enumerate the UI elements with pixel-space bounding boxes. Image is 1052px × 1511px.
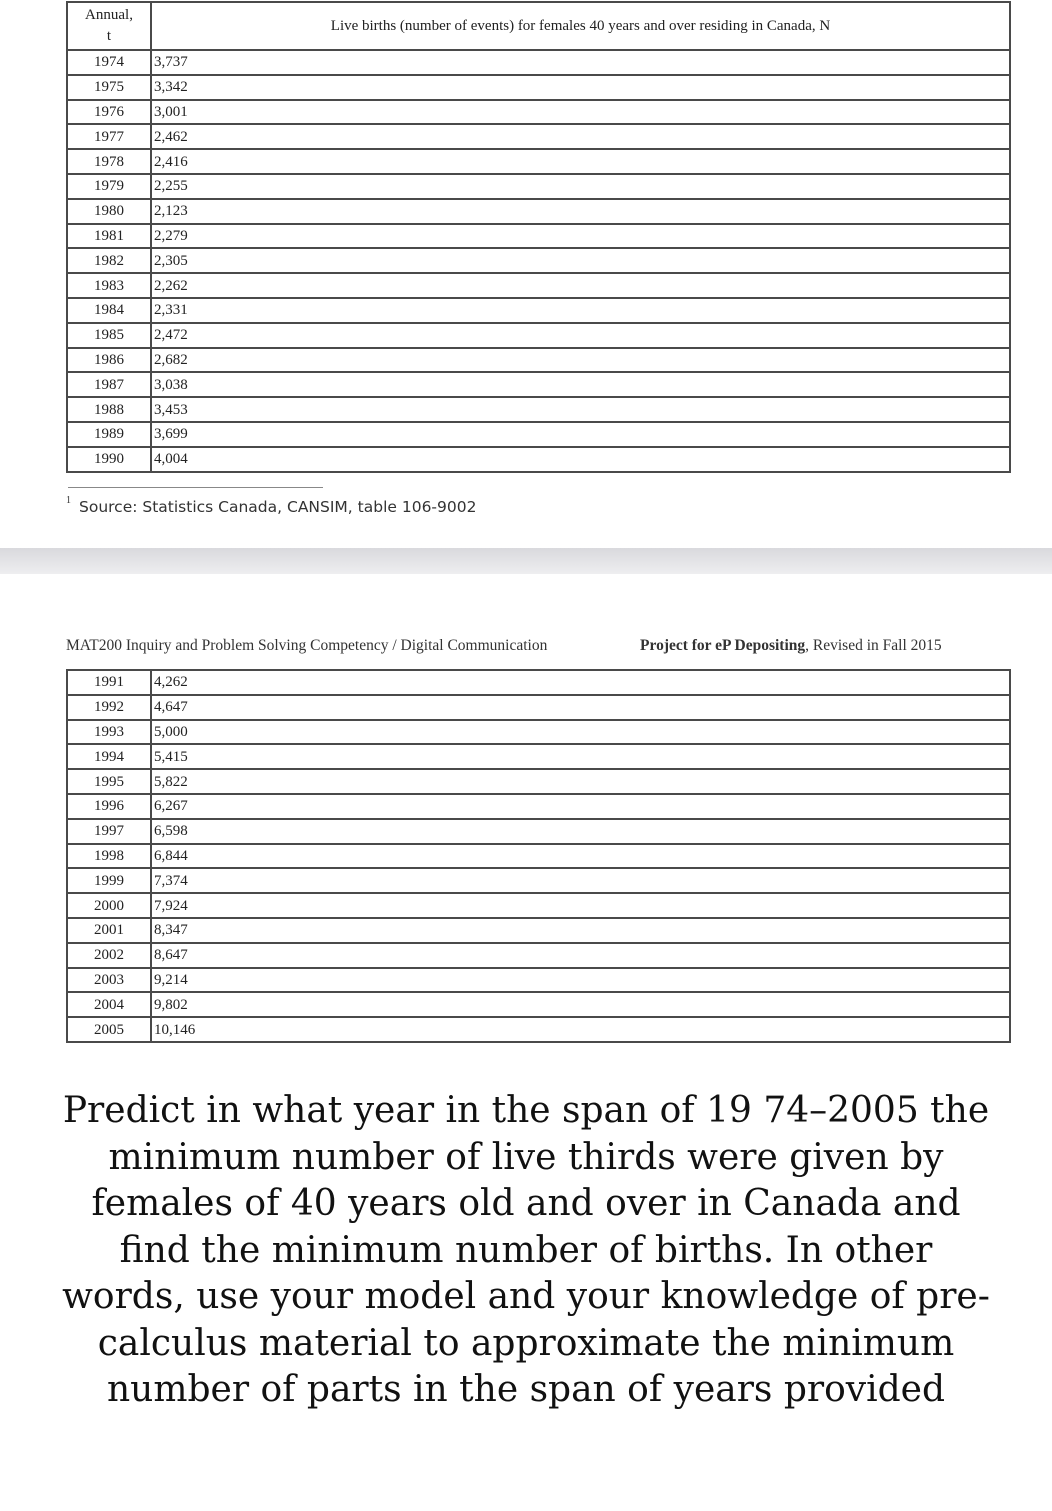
year-cell: 1997 [67, 819, 151, 844]
year-cell: 1976 [67, 100, 151, 125]
births-value-cell: 2,416 [151, 149, 1010, 174]
births-value-cell: 10,146 [151, 1017, 1010, 1042]
year-cell: 2005 [67, 1017, 151, 1042]
footnote [66, 497, 476, 517]
year-column-unit: t [106, 28, 112, 44]
table-row [67, 372, 1010, 397]
question-line: number of parts in the span of years provided [106, 1369, 946, 1410]
births-value-cell: 4,004 [151, 447, 1010, 472]
births-value-cell: 5,822 [151, 769, 1010, 794]
year-cell: 1998 [67, 844, 151, 869]
year-column-label: Annual, [85, 7, 133, 23]
year-cell: 2003 [67, 968, 151, 993]
table-row [67, 248, 1010, 273]
year-cell: 1981 [67, 224, 151, 249]
table-row [67, 422, 1010, 447]
births-value-cell: 2,472 [151, 323, 1010, 348]
year-cell: 1991 [67, 670, 151, 695]
year-cell: 1980 [67, 199, 151, 224]
question-text [40, 1088, 1012, 1414]
footnote-divider [68, 487, 323, 488]
table-row [67, 348, 1010, 373]
year-cell: 1993 [67, 720, 151, 745]
year-cell: 1987 [67, 372, 151, 397]
births-value-cell: 8,347 [151, 918, 1010, 943]
births-value-cell: 6,844 [151, 844, 1010, 869]
births-value-cell: 6,598 [151, 819, 1010, 844]
table-row [67, 100, 1010, 125]
year-cell: 1983 [67, 273, 151, 298]
running-header-left: MAT200 Inquiry and Problem Solving Competency / Digital Communication [66, 637, 548, 654]
footnote-source-text: Source: Statistics Canada, CANSIM, table 106-9002 [79, 498, 477, 516]
page-separator [0, 548, 1052, 574]
year-cell: 1982 [67, 248, 151, 273]
table-row [67, 149, 1010, 174]
table-row [67, 868, 1010, 893]
births-table-page2 [66, 669, 1011, 1043]
year-cell: 1979 [67, 174, 151, 199]
table-row [67, 819, 1010, 844]
year-cell: 2001 [67, 918, 151, 943]
footnote-marker: 1 [66, 495, 71, 506]
table-row [67, 918, 1010, 943]
births-column-header: Live births (number of events) for females 40 years and over residing in Canada, N [151, 2, 1010, 50]
table-row [67, 893, 1010, 918]
table-row [67, 174, 1010, 199]
table-row [67, 992, 1010, 1017]
births-value-cell: 7,924 [151, 893, 1010, 918]
question-line: words, use your model and your knowledge of pre- [62, 1276, 990, 1317]
year-cell: 1975 [67, 75, 151, 100]
table-row [67, 968, 1010, 993]
question-line: minimum number of live thirds were given by [108, 1136, 944, 1178]
births-value-cell: 2,262 [151, 273, 1010, 298]
running-header-project: Project for eP Depositing [640, 637, 806, 654]
births-value-cell: 3,001 [151, 100, 1010, 125]
table-row [67, 397, 1010, 422]
births-value-cell: 2,331 [151, 298, 1010, 323]
table-row [67, 447, 1010, 472]
table-row [67, 273, 1010, 298]
births-value-cell: 5,415 [151, 744, 1010, 769]
table-row [67, 1017, 1010, 1042]
year-cell: 1996 [67, 794, 151, 819]
table-row [67, 224, 1010, 249]
year-cell: 2002 [67, 943, 151, 968]
year-cell: 1999 [67, 868, 151, 893]
question-line: calculus material to approximate the minimum [97, 1322, 955, 1364]
year-cell: 2004 [67, 992, 151, 1017]
running-header-revision: , Revised in Fall 2015 [805, 637, 942, 654]
births-value-cell: 6,267 [151, 794, 1010, 819]
running-header [66, 637, 996, 655]
table-header-row [67, 2, 1010, 50]
births-value-cell: 7,374 [151, 868, 1010, 893]
table-row [67, 794, 1010, 819]
births-value-cell: 3,038 [151, 372, 1010, 397]
births-value-cell: 3,453 [151, 397, 1010, 422]
year-cell: 1974 [67, 50, 151, 75]
births-value-cell: 2,682 [151, 348, 1010, 373]
year-cell: 1984 [67, 298, 151, 323]
table-row [67, 744, 1010, 769]
table-row [67, 75, 1010, 100]
births-value-cell: 4,262 [151, 670, 1010, 695]
births-value-cell: 8,647 [151, 943, 1010, 968]
births-value-cell: 2,305 [151, 248, 1010, 273]
births-value-cell: 3,342 [151, 75, 1010, 100]
table-row [67, 124, 1010, 149]
births-value-cell: 2,255 [151, 174, 1010, 199]
table-row [67, 670, 1010, 695]
births-value-cell: 5,000 [151, 720, 1010, 745]
table-row [67, 769, 1010, 794]
year-cell: 1986 [67, 348, 151, 373]
births-value-cell: 9,802 [151, 992, 1010, 1017]
year-cell: 1990 [67, 447, 151, 472]
question-line: Predict in what year in the span of 19 74–2005 the [62, 1090, 990, 1131]
table-row [67, 844, 1010, 869]
question-line: find the minimum number of births. In other [119, 1229, 933, 1271]
year-cell: 1977 [67, 124, 151, 149]
question-line: females of 40 years old and over in Canada and [91, 1183, 961, 1224]
births-value-cell: 3,699 [151, 422, 1010, 447]
births-table-page1 [66, 1, 1011, 473]
year-cell: 1985 [67, 323, 151, 348]
year-cell: 1989 [67, 422, 151, 447]
year-cell: 1978 [67, 149, 151, 174]
births-value-cell: 3,737 [151, 50, 1010, 75]
births-value-cell: 2,462 [151, 124, 1010, 149]
births-value-cell: 2,279 [151, 224, 1010, 249]
table-row [67, 943, 1010, 968]
running-header-right [640, 637, 942, 655]
year-cell: 1994 [67, 744, 151, 769]
births-value-cell: 9,214 [151, 968, 1010, 993]
births-value-cell: 2,123 [151, 199, 1010, 224]
year-cell: 1988 [67, 397, 151, 422]
year-cell: 1995 [67, 769, 151, 794]
year-cell: 1992 [67, 695, 151, 720]
table-row [67, 323, 1010, 348]
table-row [67, 199, 1010, 224]
year-cell: 2000 [67, 893, 151, 918]
table-row [67, 695, 1010, 720]
table-row [67, 720, 1010, 745]
year-column-header [67, 2, 151, 50]
births-value-cell: 4,647 [151, 695, 1010, 720]
table-row [67, 50, 1010, 75]
table-row [67, 298, 1010, 323]
